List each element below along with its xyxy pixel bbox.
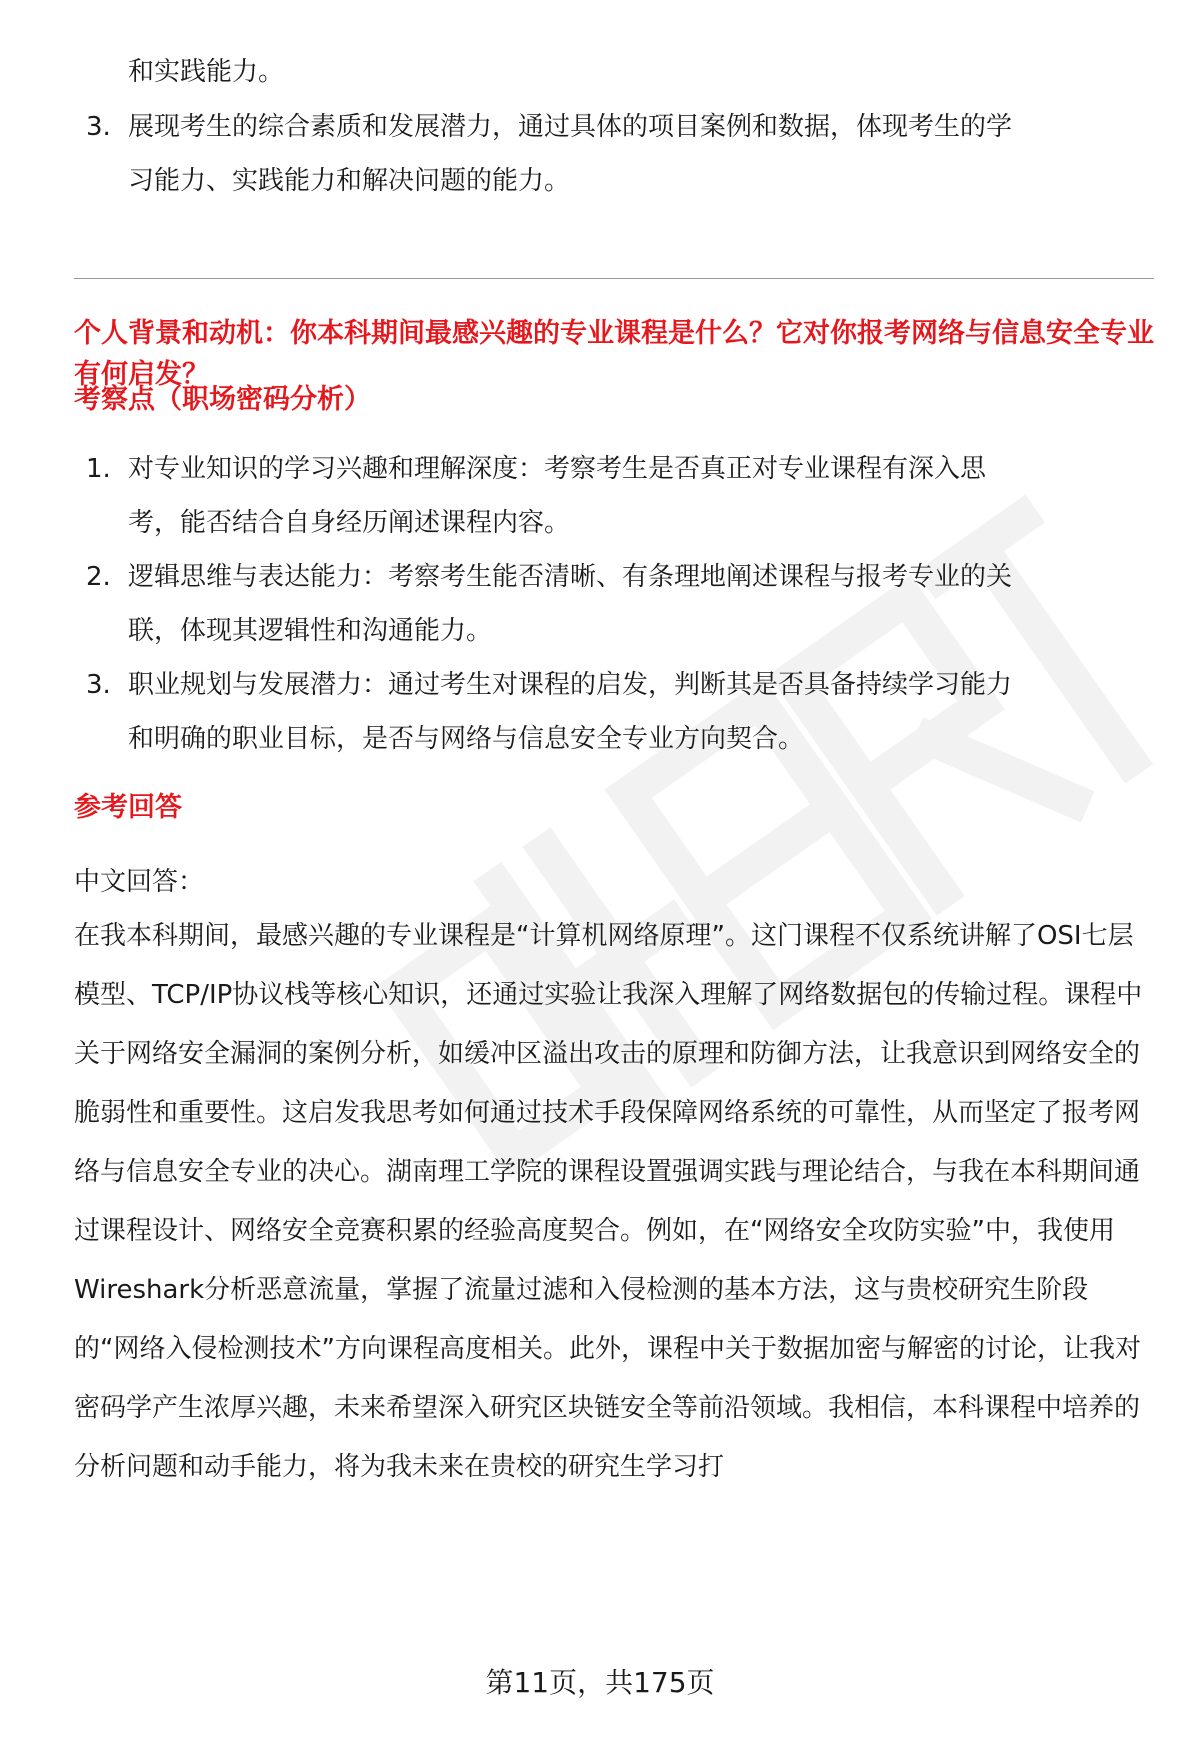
list-item-line: 考，能否结合自身经历阐述课程内容。 [128,508,571,538]
list-number: 3. [86,112,111,142]
answer-label: 中文回答： [74,867,205,897]
answer-heading: 参考回答 [74,792,182,823]
list-item-line: 逻辑思维与表达能力：考察考生能否清晰、有条理地阐述课程与报考专业的关 [128,562,1013,592]
question-title: 个人背景和动机：你本科期间最感兴趣的专业课程是什么？它对你报考网络与信息安全专业有何启发？ [74,318,1154,390]
list-item-line: 职业规划与发展潜力：通过考生对课程的启发，判断其是否具备持续学习能力 [128,670,1013,700]
continued-text: 和实践能力。 [128,57,285,87]
page-number: 第11页，共175页 [485,1666,715,1699]
list-item-line: 和明确的职业目标，是否与网络与信息安全专业方向契合。 [128,724,805,754]
section-divider [74,278,1154,279]
list-item-line: 对专业知识的学习兴趣和理解深度：考察考生是否真正对专业课程有深入思 [128,454,987,484]
answer-body: 在我本科期间，最感兴趣的专业课程是“计算机网络原理”。这门课程不仅系统讲解了OSI七层模型、TCP/IP协议栈等核心知识，还通过实验让我深入理解了网络数据包的传输过程。课程中关于网络安全漏洞的案例分析，如缓冲区溢出攻击的原理和防御方法，让我意识到网络安全的脆弱性和重要性。这启发我思考如何通过技术手段保障网络系统的可靠性，从而坚定了报考网络与信息安全专业的决心。湖南理工学院的课程设置强调实践与理论结合，与我在本科期间通过课程设计、网络安全竞赛积累的经验高度契合。例如，在“网络安全攻防实验”中，我使用Wireshark分析恶意流量，掌握了流量过滤和入侵检测的基本方法，这与贵校研究生阶段的“网络入侵检测技术”方向课程高度相关。此外，课程中关于数据加密与解密的讨论，让我对密码学产生浓厚兴趣，未来希望深入研究区块链安全等前沿领域。我相信，本科课程中培养的分析问题和动手能力，将为我未来在贵校的研究生学习打 [74,921,1143,1482]
list-number: 3. [86,670,111,700]
list-item-line: 展现考生的综合素质和发展潜力，通过具体的项目案例和数据，体现考生的学 [128,112,1013,142]
list-number: 2. [86,562,111,592]
assess-heading: 考察点（职场密码分析） [74,384,371,415]
list-item-line: 联，体现其逻辑性和沟通能力。 [128,616,493,646]
list-item-line: 习能力、实践能力和解决问题的能力。 [128,166,571,196]
list-number: 1. [86,454,111,484]
